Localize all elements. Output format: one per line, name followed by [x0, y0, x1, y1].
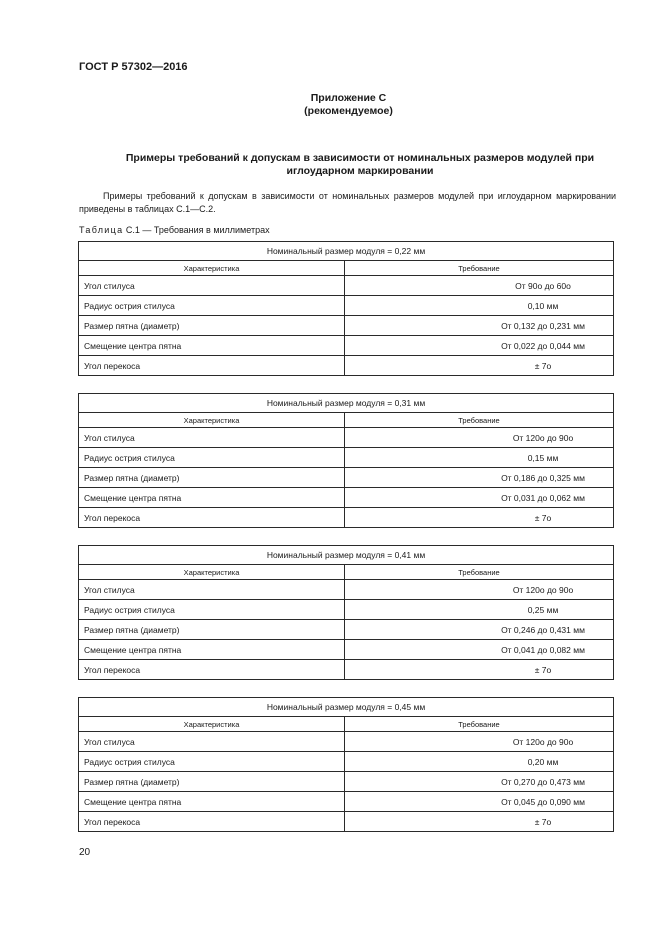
requirements-table	[78, 241, 614, 376]
characteristic-header: Характеристика	[79, 717, 345, 732]
characteristic-cell: Угол перекоса	[79, 356, 345, 376]
requirement-value: От 120о до 90о	[512, 584, 574, 595]
requirement-value: 0,15 мм	[527, 452, 559, 463]
appendix-subtitle: (рекомендуемое)	[304, 105, 393, 117]
requirement-cell	[345, 428, 614, 448]
requirement-value: 0,25 мм	[527, 604, 559, 615]
characteristic-cell: Размер пятна (диаметр)	[79, 620, 345, 640]
characteristic-cell: Смещение центра пятна	[79, 640, 345, 660]
requirement-value: От 0,270 до 0,473 мм	[501, 776, 585, 787]
nominal-size-header: Номинальный размер модуля = 0,45 мм	[79, 698, 614, 717]
table-row	[79, 296, 614, 316]
column-header-row	[79, 717, 614, 732]
table-row	[79, 428, 614, 448]
characteristic-header: Характеристика	[79, 261, 345, 276]
table-row	[79, 620, 614, 640]
requirement-cell	[345, 752, 614, 772]
characteristic-header: Характеристика	[79, 565, 345, 580]
nominal-size-header: Номинальный размер модуля = 0,22 мм	[79, 242, 614, 261]
characteristic-cell: Радиус острия стилуса	[79, 296, 345, 316]
requirement-cell	[345, 488, 614, 508]
characteristic-cell: Угол перекоса	[79, 660, 345, 680]
characteristic-cell: Угол перекоса	[79, 508, 345, 528]
intro-paragraph: Примеры требований к допускам в зависимости от номинальных размеров модулей при иглоударном маркировании приведены в таблицах С.1—С.2.	[79, 191, 616, 214]
table-row	[79, 356, 614, 376]
requirement-value: От 0,132 до 0,231 мм	[501, 320, 585, 331]
requirement-cell	[345, 468, 614, 488]
document-code: ГОСТ Р 57302—2016	[79, 61, 188, 73]
requirement-cell	[345, 792, 614, 812]
requirement-cell	[345, 620, 614, 640]
table-row	[79, 316, 614, 336]
characteristic-cell: Радиус острия стилуса	[79, 752, 345, 772]
column-header-row	[79, 565, 614, 580]
requirement-cell	[345, 772, 614, 792]
requirement-header: Требование	[345, 261, 614, 276]
nominal-size-header: Номинальный размер модуля = 0,41 мм	[79, 546, 614, 565]
table-row	[79, 468, 614, 488]
nominal-row	[79, 546, 614, 565]
requirement-cell	[345, 356, 614, 376]
table-row	[79, 660, 614, 680]
table-row	[79, 792, 614, 812]
column-header-row	[79, 261, 614, 276]
requirement-header: Требование	[345, 565, 614, 580]
requirement-value: ± 7о	[534, 664, 552, 675]
table-row	[79, 772, 614, 792]
requirement-cell	[345, 336, 614, 356]
requirement-value: От 120о до 90о	[512, 432, 574, 443]
characteristic-cell: Размер пятна (диаметр)	[79, 468, 345, 488]
requirement-cell	[345, 660, 614, 680]
requirement-cell	[345, 640, 614, 660]
characteristic-cell: Размер пятна (диаметр)	[79, 772, 345, 792]
requirement-value: От 0,041 до 0,082 мм	[501, 644, 585, 655]
characteristic-cell: Угол стилуса	[79, 580, 345, 600]
requirement-value: 0,20 мм	[527, 756, 559, 767]
nominal-row	[79, 698, 614, 717]
requirements-table	[78, 545, 614, 680]
characteristic-cell: Радиус острия стилуса	[79, 600, 345, 620]
requirement-value: От 120о до 90о	[512, 736, 574, 747]
nominal-row	[79, 242, 614, 261]
requirement-value: От 90о до 60о	[515, 280, 571, 291]
characteristic-cell: Угол стилуса	[79, 428, 345, 448]
requirement-cell	[345, 812, 614, 832]
table-row	[79, 812, 614, 832]
requirement-value: От 0,022 до 0,044 мм	[501, 340, 585, 351]
page-number: 20	[79, 847, 91, 858]
table-row	[79, 488, 614, 508]
characteristic-cell: Размер пятна (диаметр)	[79, 316, 345, 336]
requirement-value: ± 7о	[534, 512, 552, 523]
nominal-size-header: Номинальный размер модуля = 0,31 мм	[79, 394, 614, 413]
caption-text: С.1 — Требования в миллиметрах	[125, 225, 270, 235]
table-row	[79, 732, 614, 752]
table-row	[79, 508, 614, 528]
table-row	[79, 448, 614, 468]
characteristic-cell: Угол перекоса	[79, 812, 345, 832]
requirements-table	[78, 697, 614, 832]
requirement-value: От 0,031 до 0,062 мм	[501, 492, 585, 503]
table-caption	[79, 225, 270, 235]
requirement-value: ± 7о	[534, 816, 552, 827]
appendix-title: Приложение С	[310, 92, 387, 104]
requirement-header: Требование	[345, 717, 614, 732]
table-row	[79, 336, 614, 356]
characteristic-cell: Смещение центра пятна	[79, 488, 345, 508]
characteristic-cell: Смещение центра пятна	[79, 336, 345, 356]
characteristic-header: Характеристика	[79, 413, 345, 428]
table-row	[79, 276, 614, 296]
requirement-cell	[345, 296, 614, 316]
section-title: Примеры требований к допускам в зависимости от номинальных размеров модулей при иглоударном маркировании	[125, 152, 595, 177]
table-row	[79, 640, 614, 660]
requirement-cell	[345, 732, 614, 752]
requirement-header: Требование	[345, 413, 614, 428]
requirement-value: ± 7о	[534, 360, 552, 371]
requirement-cell	[345, 448, 614, 468]
requirement-cell	[345, 600, 614, 620]
table-row	[79, 580, 614, 600]
requirement-cell	[345, 316, 614, 336]
characteristic-cell: Угол стилуса	[79, 732, 345, 752]
requirement-value: От 0,045 до 0,090 мм	[501, 796, 585, 807]
requirement-value: От 0,186 до 0,325 мм	[501, 472, 585, 483]
requirement-cell	[345, 276, 614, 296]
table-row	[79, 752, 614, 772]
requirements-table	[78, 393, 614, 528]
characteristic-cell: Радиус острия стилуса	[79, 448, 345, 468]
requirement-cell	[345, 580, 614, 600]
characteristic-cell: Угол стилуса	[79, 276, 345, 296]
nominal-row	[79, 394, 614, 413]
column-header-row	[79, 413, 614, 428]
characteristic-cell: Смещение центра пятна	[79, 792, 345, 812]
table-row	[79, 600, 614, 620]
requirement-value: От 0,246 до 0,431 мм	[501, 624, 585, 635]
caption-label: Таблица	[79, 225, 124, 235]
requirement-value: 0,10 мм	[527, 300, 559, 311]
requirement-cell	[345, 508, 614, 528]
